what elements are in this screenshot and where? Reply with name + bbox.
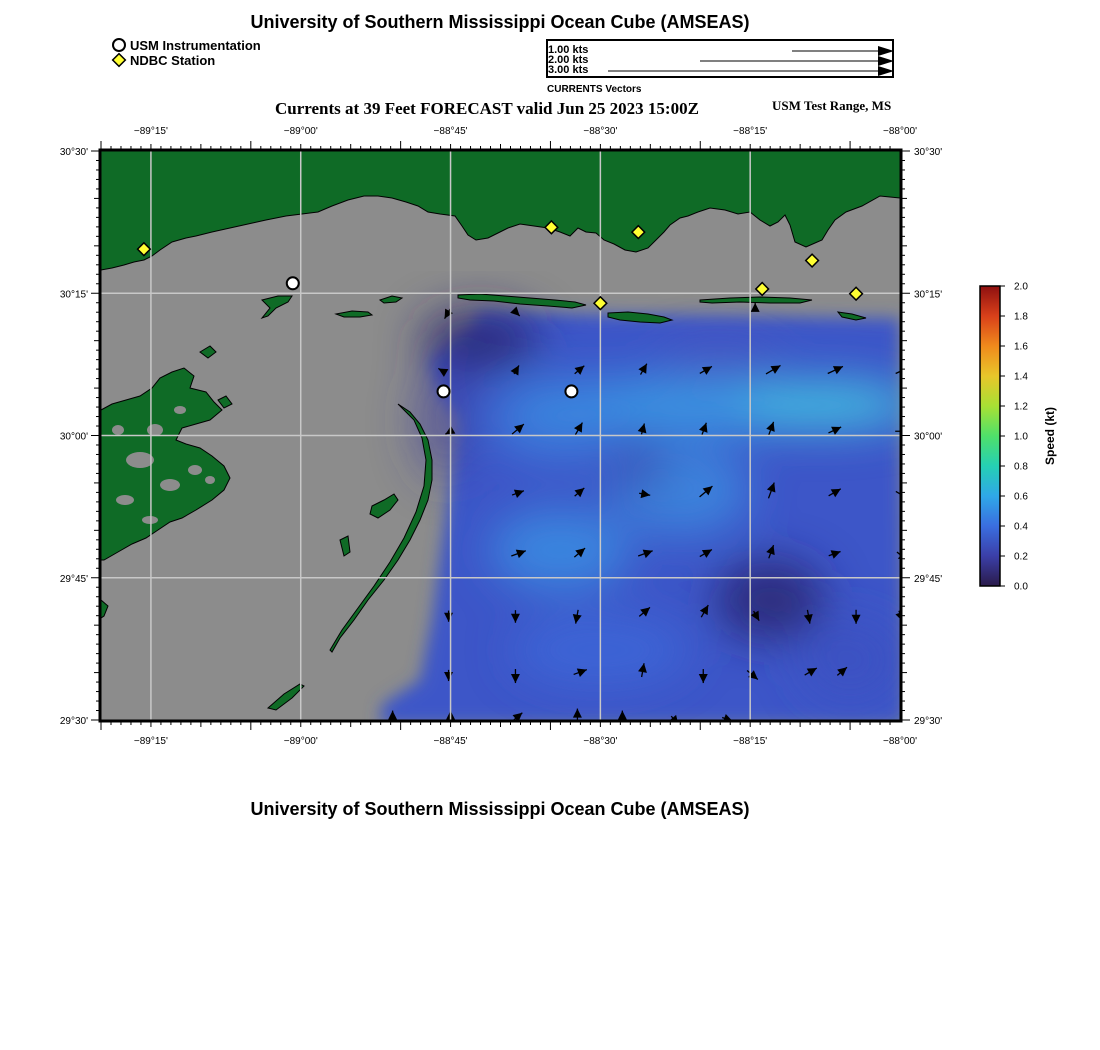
lat-label: 30°30'	[59, 147, 88, 158]
colorbar-tick-label: 0.4	[1014, 521, 1028, 533]
lon-label: −88°45'	[433, 126, 468, 137]
scale-label-2: 2.00 kts	[548, 54, 589, 66]
lat-label: 29°45'	[914, 573, 943, 585]
colorbar-tick-label: 1.2	[1014, 401, 1028, 413]
colorbar-ramp	[980, 286, 1000, 586]
lon-label: −88°30'	[583, 126, 618, 137]
lon-label: −88°15'	[733, 126, 768, 137]
usm-station-marker	[287, 277, 299, 289]
lon-label: −88°45'	[433, 736, 468, 747]
lon-label: −89°15'	[133, 736, 168, 747]
lon-label: −89°00'	[283, 126, 318, 137]
usm-legend-label: USM Instrumentation	[130, 38, 261, 53]
lat-label: 30°30'	[914, 147, 943, 158]
page-title: University of Southern Mississippi Ocean Cube (AMSEAS)	[250, 12, 750, 32]
lat-label: 29°30'	[59, 716, 88, 727]
lon-label: −88°15'	[733, 736, 768, 747]
colorbar-title: Speed (kt)	[1043, 406, 1057, 466]
footer-title: University of Southern Mississippi Ocean Cube (AMSEAS)	[250, 799, 750, 819]
range-label: USM Test Range, MS	[772, 98, 892, 113]
lon-label: −88°00'	[883, 736, 917, 747]
lon-label: −88°30'	[583, 736, 618, 747]
lat-label: 30°00'	[59, 431, 88, 443]
colorbar-tick-label: 1.8	[1014, 311, 1028, 323]
scale-label-3: 3.00 kts	[548, 64, 589, 76]
speed-field	[380, 310, 920, 725]
colorbar-tick-label: 1.6	[1014, 341, 1028, 353]
colorbar	[970, 278, 1070, 598]
lat-label: 30°15'	[914, 289, 943, 301]
map-subtitle: Currents at 39 Feet FORECAST valid Jun 25 2023 15:00Z	[275, 99, 699, 118]
usm-station-marker	[565, 385, 577, 397]
colorbar-tick-label: 0.2	[1014, 551, 1028, 563]
colorbar-tick-label: 0.8	[1014, 461, 1028, 473]
lon-label: −88°00'	[883, 126, 917, 137]
lat-label: 29°45'	[59, 573, 88, 585]
colorbar-tick-label: 1.4	[1014, 371, 1028, 383]
colorbar-tick-label: 0.0	[1014, 581, 1028, 593]
lat-label: 30°00'	[914, 431, 943, 443]
scale-label-1: 1.00 kts	[548, 44, 589, 56]
lon-label: −89°15'	[133, 126, 168, 137]
ndbc-legend-label: NDBC Station	[130, 53, 216, 68]
colorbar-tick-label: 2.0	[1014, 281, 1028, 293]
colorbar-tick-label: 0.6	[1014, 491, 1028, 503]
usm-station-marker	[438, 385, 450, 397]
lon-label: −89°00'	[283, 736, 318, 747]
lat-label: 30°15'	[59, 289, 88, 301]
colorbar-tick-label: 1.0	[1014, 431, 1028, 443]
vector-caption: CURRENTS Vectors	[547, 84, 642, 95]
lat-label: 29°30'	[914, 716, 943, 727]
